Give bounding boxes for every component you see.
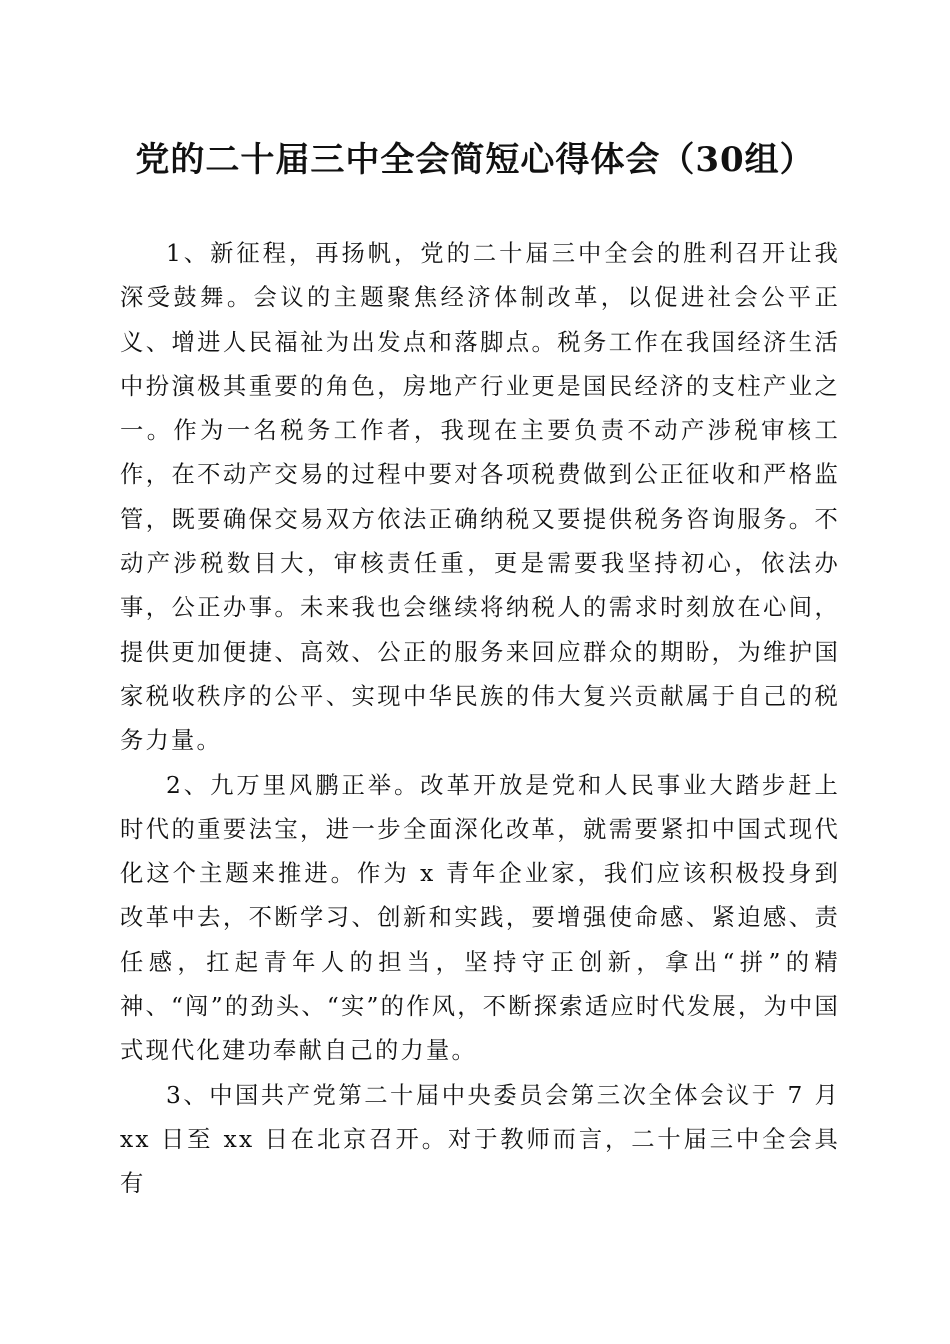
paragraph-2: 2、九万里风鹏正举。改革开放是党和人民事业大踏步赶上时代的重要法宝，进一步全面深化改革，就需要紧扣中国式现代化这个主题来推进。作为 x 青年企业家，我们应该积极投身到改革中去，不断学习、创新和实践，要增强使命感、紧迫感、责任感，扛起青年人的担当，坚持守正创新，拿出“拼”的精神、“闯”的劲头、“实”的作风，不断探索适应时代发展，为中国式现代化建功奉献自己的力量。 [120,771,840,1065]
paragraph-3: 3、中国共产党第二十届中央委员会第三次全体会议于 7 月 xx 日至 xx 日在北京召开。对于教师而言，二十届三中全会具有 [120,1081,840,1198]
document-body [120,232,840,1207]
paragraph-1: 1、新征程，再扬帆，党的二十届三中全会的胜利召开让我深受鼓舞。会议的主题聚焦经济体制改革，以促进社会公平正义、增进人民福祉为出发点和落脚点。税务工作在我国经济生活中扮演极其重要的角色，房地产行业更是国民经济的支柱产业之一。作为一名税务工作者，我现在主要负责不动产涉税审核工作，在不动产交易的过程中要对各项税费做到公正征收和严格监管，既要确保交易双方依法正确纳税又要提供税务咨询服务。不动产涉税数目大，审核责任重，更是需要我坚持初心，依法办事，公正办事。未来我也会继续将纳税人的需求时刻放在心间，提供更加便捷、高效、公正的服务来回应群众的期盼，为维护国家税收秩序的公平、实现中华民族的伟大复兴贡献属于自己的税务力量。 [120,240,840,755]
document-title: 党的二十届三中全会简短心得体会（30组） [135,140,815,180]
